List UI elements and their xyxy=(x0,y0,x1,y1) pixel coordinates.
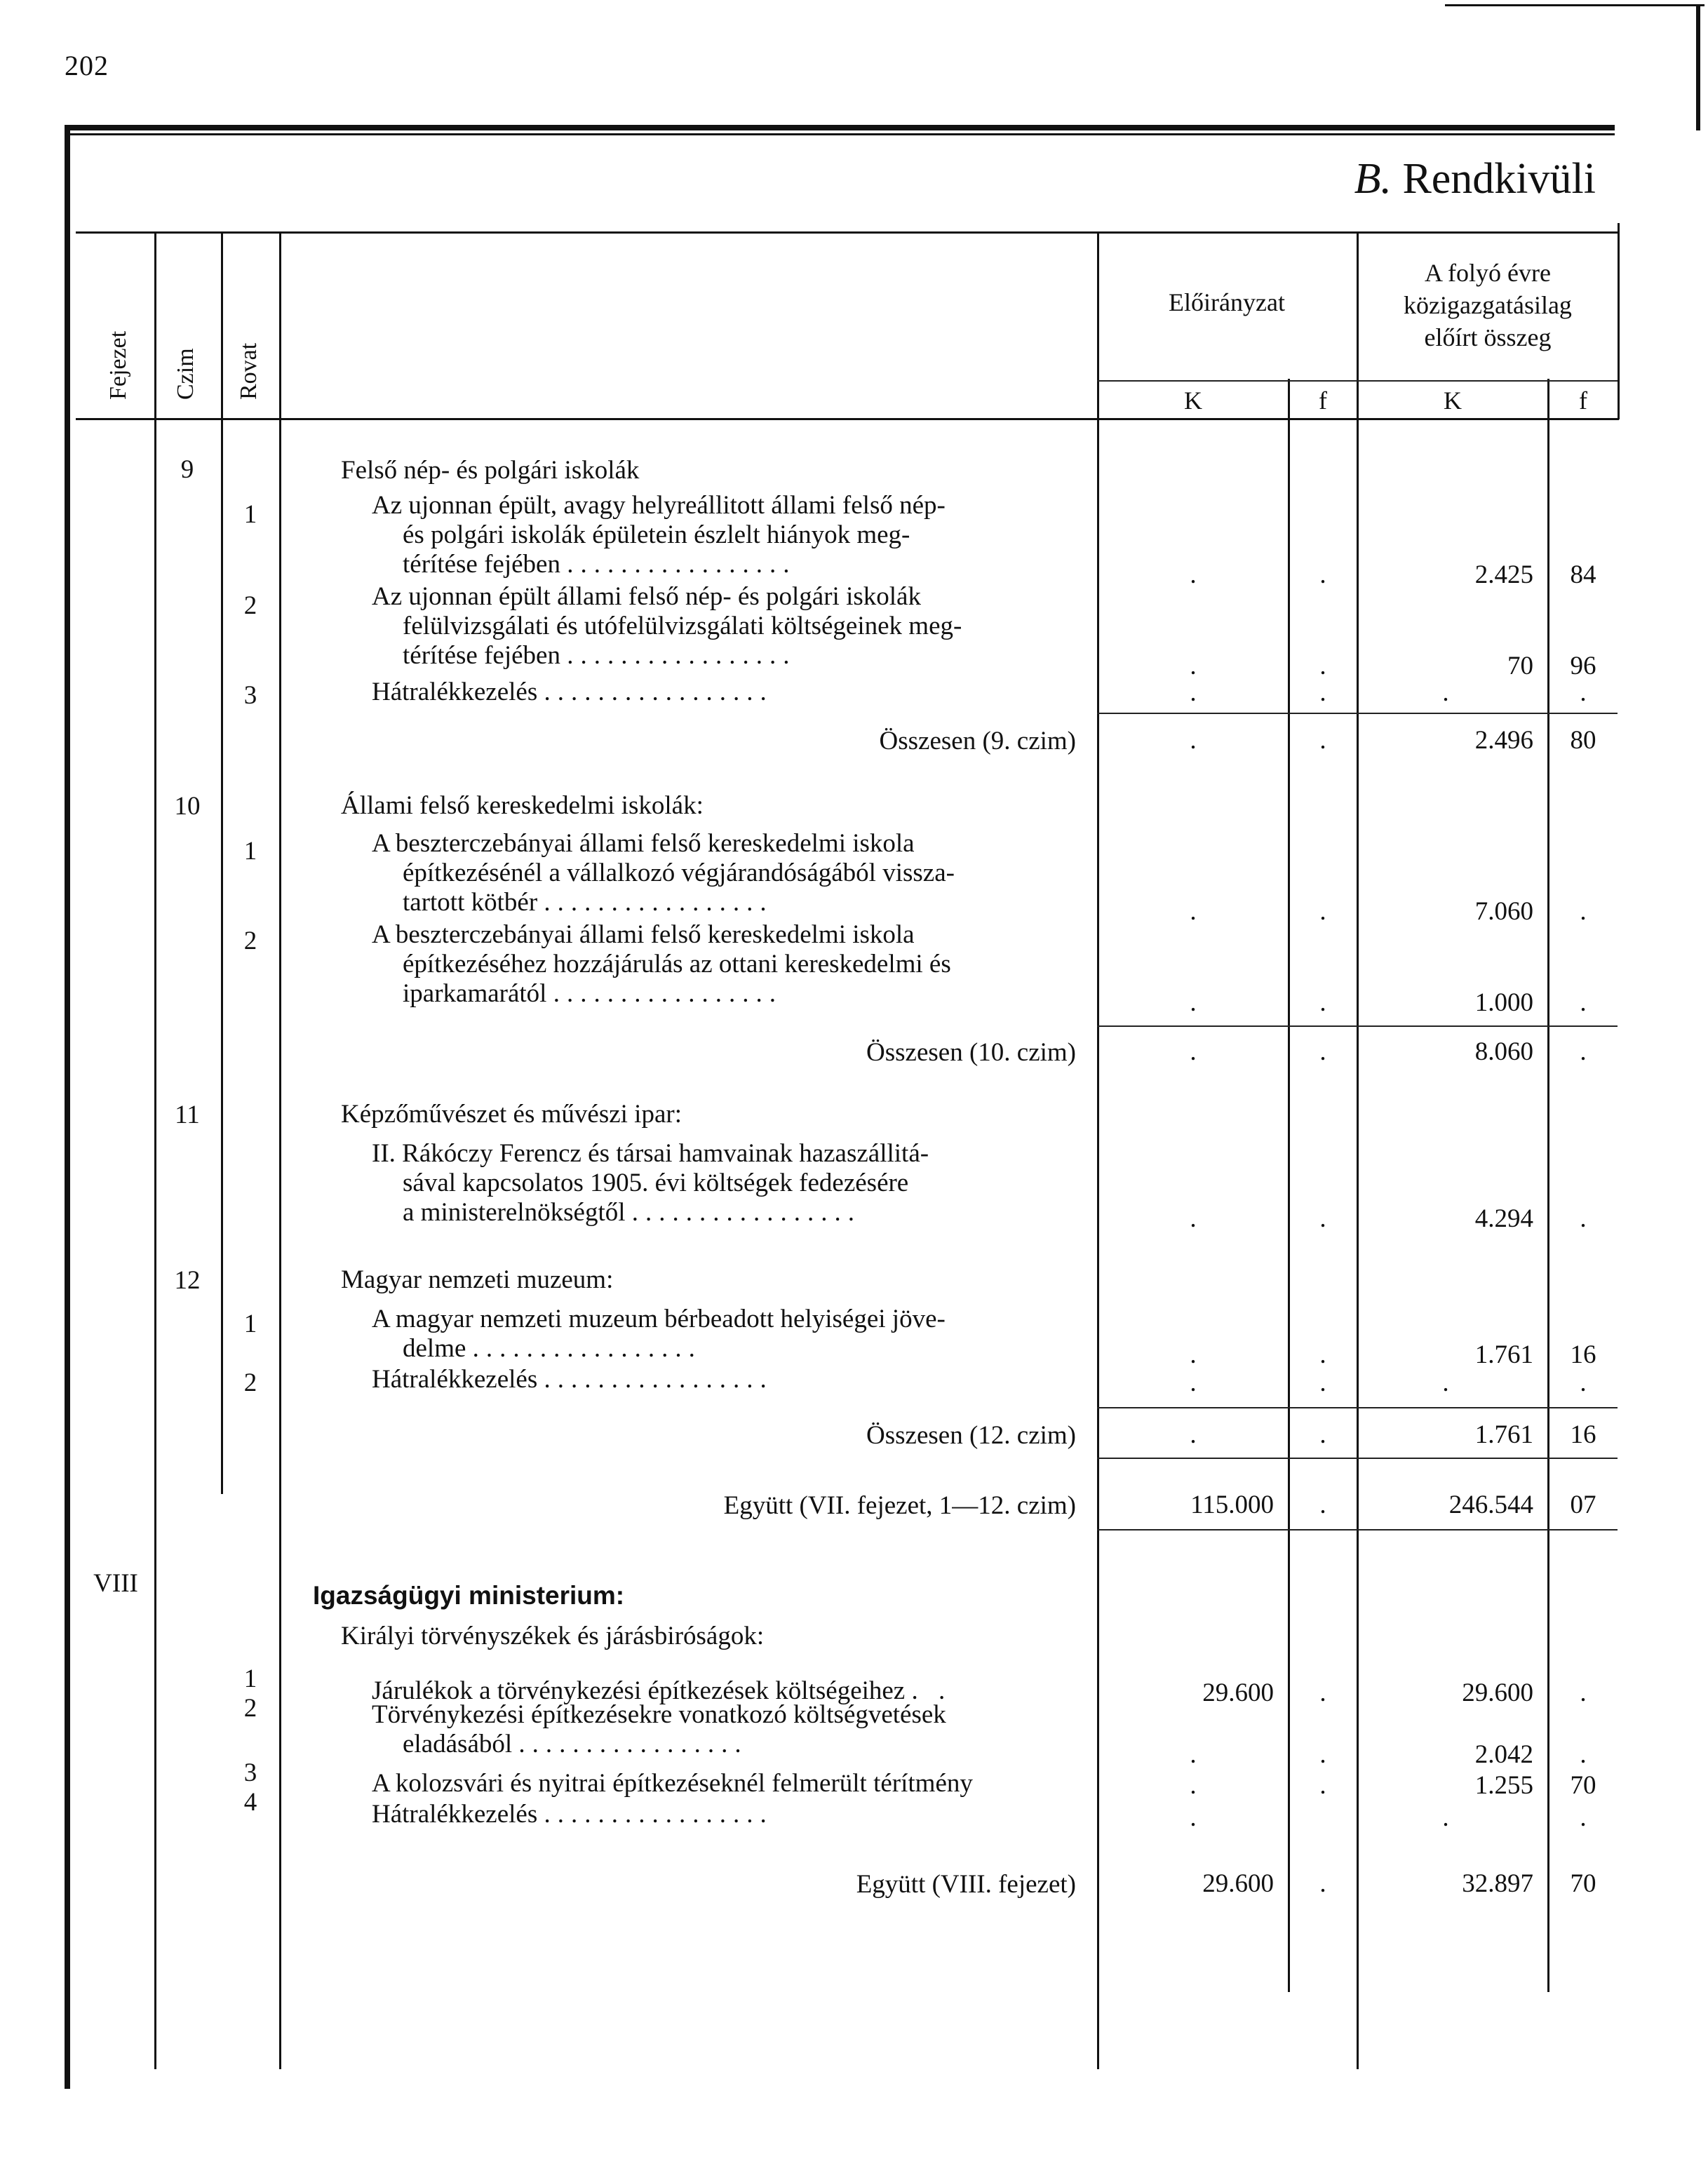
item-10-1-line3: tartott kötbér ................. xyxy=(403,888,774,917)
item-8-1-f: . xyxy=(1580,1678,1587,1707)
total-8-e-f: . xyxy=(1319,1869,1326,1898)
total-7-e-f: . xyxy=(1319,1491,1326,1519)
sum-12-f: 16 xyxy=(1570,1420,1596,1449)
sum-10-rule xyxy=(1097,1025,1618,1027)
item-8-4-e-k: . xyxy=(1190,1803,1197,1832)
sum-12-e-k: . xyxy=(1190,1420,1197,1449)
item-8-2-e-f: . xyxy=(1319,1740,1326,1769)
item-8-3-e-f: . xyxy=(1319,1771,1326,1800)
item-9-1-f: 84 xyxy=(1570,560,1596,589)
czim-10-title: Állami felső kereskedelmi iskolák: xyxy=(341,791,704,820)
item-9-2-line1: Az ujonnan épült állami felső nép- és polgári iskolák xyxy=(372,582,921,611)
item-12-2: Hátralékkezelés ................. xyxy=(372,1365,774,1394)
fejezet-8-subtitle: Királyi törvényszékek és járásbiróságok: xyxy=(341,1622,765,1650)
item-11-e-f: . xyxy=(1319,1204,1326,1233)
col-header-f1: f xyxy=(1319,386,1327,415)
sum-9-e-f: . xyxy=(1319,726,1326,755)
item-11-k: 4.294 xyxy=(1474,1204,1533,1233)
item-8-2-e-k: . xyxy=(1190,1740,1197,1769)
item-11-e-k: . xyxy=(1190,1204,1197,1233)
sum-10-f: . xyxy=(1580,1037,1587,1066)
total-7-e-k: 115.000 xyxy=(1190,1491,1274,1519)
col-header-czim: Czim xyxy=(173,348,199,400)
item-8-4-f: . xyxy=(1580,1803,1587,1832)
item-8-1-e-f: . xyxy=(1319,1678,1326,1707)
col-header-f2: f xyxy=(1579,386,1587,415)
item-10-1-line2: építkezésénél a vállalkozó végjárandóságából vissza- xyxy=(403,859,955,887)
sum-12-rule xyxy=(1097,1407,1618,1408)
corner-rule-vertical xyxy=(1696,4,1700,130)
header-bottom-rule xyxy=(76,418,1619,420)
czim-11: 11 xyxy=(175,1101,200,1129)
item-8-2-k: 2.042 xyxy=(1474,1740,1533,1769)
rovat-8-4: 4 xyxy=(243,1788,257,1817)
item-9-3-k: . xyxy=(1442,678,1449,707)
czim-11-title: Képzőművészet és művészi ipar: xyxy=(341,1100,682,1129)
sum-9-rule xyxy=(1097,713,1618,714)
item-9-3-e-f: . xyxy=(1319,678,1326,707)
czim-12: 12 xyxy=(174,1266,201,1295)
item-12-1-line1: A magyar nemzeti muzeum bérbeadott helyiségei jöve- xyxy=(372,1305,946,1333)
item-12-2-f: . xyxy=(1580,1368,1587,1397)
item-12-2-k: . xyxy=(1442,1368,1449,1397)
col-header-folyo-line1: A folyó évre xyxy=(1425,259,1551,287)
frame-top-rule xyxy=(65,125,1615,130)
item-8-3-f: 70 xyxy=(1570,1771,1596,1800)
item-9-1 xyxy=(372,491,1077,579)
kf-subheader-rule xyxy=(1097,380,1618,382)
col-header-folyo xyxy=(1358,257,1618,354)
rovat-12-2: 2 xyxy=(243,1368,257,1397)
rovat-8-3: 3 xyxy=(243,1758,257,1787)
col-header-k1: K xyxy=(1184,386,1202,415)
item-8-1-e-k: 29.600 xyxy=(1202,1678,1274,1707)
item-8-1: Járulékok a törvénykezési építkezések költségeihez . . xyxy=(372,1676,953,1705)
item-12-1-e-k: . xyxy=(1190,1340,1197,1369)
item-8-2 xyxy=(372,1700,1077,1759)
item-10-2-e-k: . xyxy=(1190,988,1197,1017)
col-rule-rovat xyxy=(279,231,281,2069)
czim-12-title: Magyar nemzeti muzeum: xyxy=(341,1265,614,1294)
item-8-3: A kolozsvári és nyitrai építkezéseknél felmerült térítmény xyxy=(372,1769,973,1798)
rovat-9-3: 3 xyxy=(243,681,257,710)
item-10-2-k: 1.000 xyxy=(1474,988,1533,1017)
item-8-3-k: 1.255 xyxy=(1474,1771,1533,1800)
item-8-4-k: . xyxy=(1442,1803,1449,1832)
item-9-3-e-k: . xyxy=(1190,678,1197,707)
item-9-1-line1: Az ujonnan épült, avagy helyreállitott állami felső nép- xyxy=(372,491,946,520)
item-11-line1: II. Rákóczy Ferencz és társai hamvainak hazaszállitá- xyxy=(372,1139,929,1168)
sum-9-e-k: . xyxy=(1190,726,1197,755)
page-number: 202 xyxy=(65,50,109,81)
header-top-rule xyxy=(76,231,1619,234)
rovat-9-2: 2 xyxy=(243,591,257,620)
sum-9-f: 80 xyxy=(1570,726,1596,755)
total-7-bottom-rule xyxy=(1097,1529,1618,1530)
item-9-2-e-k: . xyxy=(1190,652,1197,680)
item-10-1-line1: A beszterczebányai állami felső kereskedelmi iskola xyxy=(372,829,915,858)
fejezet-8: VIII xyxy=(93,1569,138,1598)
col-header-k2: K xyxy=(1444,386,1462,415)
item-10-1-f: . xyxy=(1580,897,1587,926)
sum-10-e-k: . xyxy=(1190,1037,1197,1066)
item-12-1-k: 1.761 xyxy=(1474,1340,1533,1369)
rovat-9-1: 1 xyxy=(243,500,257,529)
item-12-2-e-f: . xyxy=(1319,1368,1326,1397)
item-9-1-line2: és polgári iskolák épületein észlelt hiányok meg- xyxy=(403,520,910,549)
sum-10-label: Összesen (10. czim) xyxy=(866,1038,1076,1067)
czim-9: 9 xyxy=(180,455,194,484)
corner-rule xyxy=(1445,4,1704,6)
heading-text: Rendkivüli xyxy=(1402,155,1596,203)
item-10-2-line1: A beszterczebányai állami felső kereskedelmi iskola xyxy=(372,920,915,949)
total-8-label: Együtt (VIII. fejezet) xyxy=(856,1870,1076,1899)
item-9-3-f: . xyxy=(1580,678,1587,707)
item-9-2-f: 96 xyxy=(1570,652,1596,680)
sum-12-k: 1.761 xyxy=(1474,1420,1533,1449)
total-7-rule xyxy=(1097,1458,1618,1459)
item-8-1-k: 29.600 xyxy=(1462,1678,1533,1707)
item-8-3-e-k: . xyxy=(1190,1771,1197,1800)
item-9-2-line2: felülvizsgálati és utófelülvizsgálati költségeinek meg- xyxy=(403,612,962,640)
item-9-2-e-f: . xyxy=(1319,652,1326,680)
item-12-2-e-k: . xyxy=(1190,1368,1197,1397)
item-10-1 xyxy=(372,829,1077,917)
czim-9-title: Felső nép- és polgári iskolák xyxy=(341,456,640,485)
col-header-rovat: Rovat xyxy=(236,342,262,400)
rovat-8-1: 1 xyxy=(243,1664,257,1693)
col-rule-fejezet xyxy=(154,231,156,2069)
item-10-2-line2: építkezéséhez hozzájárulás az ottani kereskedelmi és xyxy=(403,950,951,978)
col-header-eloiranyzat: Előirányzat xyxy=(1169,288,1285,316)
item-10-1-e-k: . xyxy=(1190,897,1197,926)
sum-10-e-f: . xyxy=(1319,1037,1326,1066)
item-10-1-e-f: . xyxy=(1319,897,1326,926)
item-10-2-f: . xyxy=(1580,988,1587,1017)
item-10-2 xyxy=(372,920,1077,1009)
col-header-folyo-line2: közigazgatásilag xyxy=(1404,291,1572,319)
fejezet-8-title: Igazságügyi ministerium: xyxy=(313,1581,625,1610)
item-9-2-k: 70 xyxy=(1507,652,1533,680)
item-10-1-k: 7.060 xyxy=(1474,897,1533,926)
frame-left-rule xyxy=(65,125,70,2089)
sum-10-k: 8.060 xyxy=(1474,1037,1533,1066)
rovat-8-2: 2 xyxy=(243,1694,257,1723)
item-9-1-e-f: . xyxy=(1319,560,1326,589)
rovat-10-2: 2 xyxy=(243,927,257,955)
item-12-1-line2: delme ................. xyxy=(403,1334,702,1363)
total-7-k: 246.544 xyxy=(1448,1491,1533,1519)
item-11 xyxy=(372,1139,1077,1227)
item-9-2-line3: térítése fejében ................. xyxy=(403,641,797,670)
item-9-3: Hátralékkezelés ................. xyxy=(372,678,774,706)
rovat-12-1: 1 xyxy=(243,1310,257,1338)
page-heading xyxy=(1354,154,1596,204)
item-11-line3: a ministerelnökségtől ................. xyxy=(403,1198,862,1227)
item-12-1 xyxy=(372,1305,1077,1364)
item-8-2-line1: Törvénykezési építkezésekre vonatkozó költségvetések xyxy=(372,1700,946,1729)
total-8-e-k: 29.600 xyxy=(1202,1869,1274,1898)
col-header-folyo-line3: előírt összeg xyxy=(1424,323,1552,351)
item-9-1-k: 2.425 xyxy=(1474,560,1533,589)
heading-prefix: B. xyxy=(1354,155,1392,203)
total-8-f: 70 xyxy=(1570,1869,1596,1898)
item-8-2-line2: eladásából ................. xyxy=(403,1730,748,1758)
item-9-1-e-k: . xyxy=(1190,560,1197,589)
total-7-f: 07 xyxy=(1570,1491,1596,1519)
rovat-10-1: 1 xyxy=(243,837,257,866)
right-rule xyxy=(1618,223,1620,419)
total-8-k: 32.897 xyxy=(1462,1869,1533,1898)
item-11-line2: sával kapcsolatos 1905. évi költségek fedezésére xyxy=(403,1169,909,1197)
sum-9-k: 2.496 xyxy=(1474,726,1533,755)
czim-10: 10 xyxy=(174,792,201,821)
item-12-1-e-f: . xyxy=(1319,1340,1326,1369)
item-9-2 xyxy=(372,582,1077,671)
frame-top-rule-thin xyxy=(65,133,1615,135)
item-8-2-f: . xyxy=(1580,1740,1587,1769)
item-9-1-line3: térítése fejében ................. xyxy=(403,550,797,579)
item-10-2-line3: iparkamarától ................. xyxy=(403,979,783,1008)
item-12-1-f: 16 xyxy=(1570,1340,1596,1369)
item-8-4: Hátralékkezelés ................. xyxy=(372,1800,774,1829)
item-11-f: . xyxy=(1580,1204,1587,1233)
sum-12-e-f: . xyxy=(1319,1420,1326,1449)
col-header-fejezet: Fejezet xyxy=(105,330,131,400)
sum-12-label: Összesen (12. czim) xyxy=(866,1421,1076,1450)
total-7-label: Együtt (VII. fejezet, 1—12. czim) xyxy=(723,1491,1076,1520)
item-10-2-e-f: . xyxy=(1319,988,1326,1017)
sum-9-label: Összesen (9. czim) xyxy=(879,727,1076,755)
